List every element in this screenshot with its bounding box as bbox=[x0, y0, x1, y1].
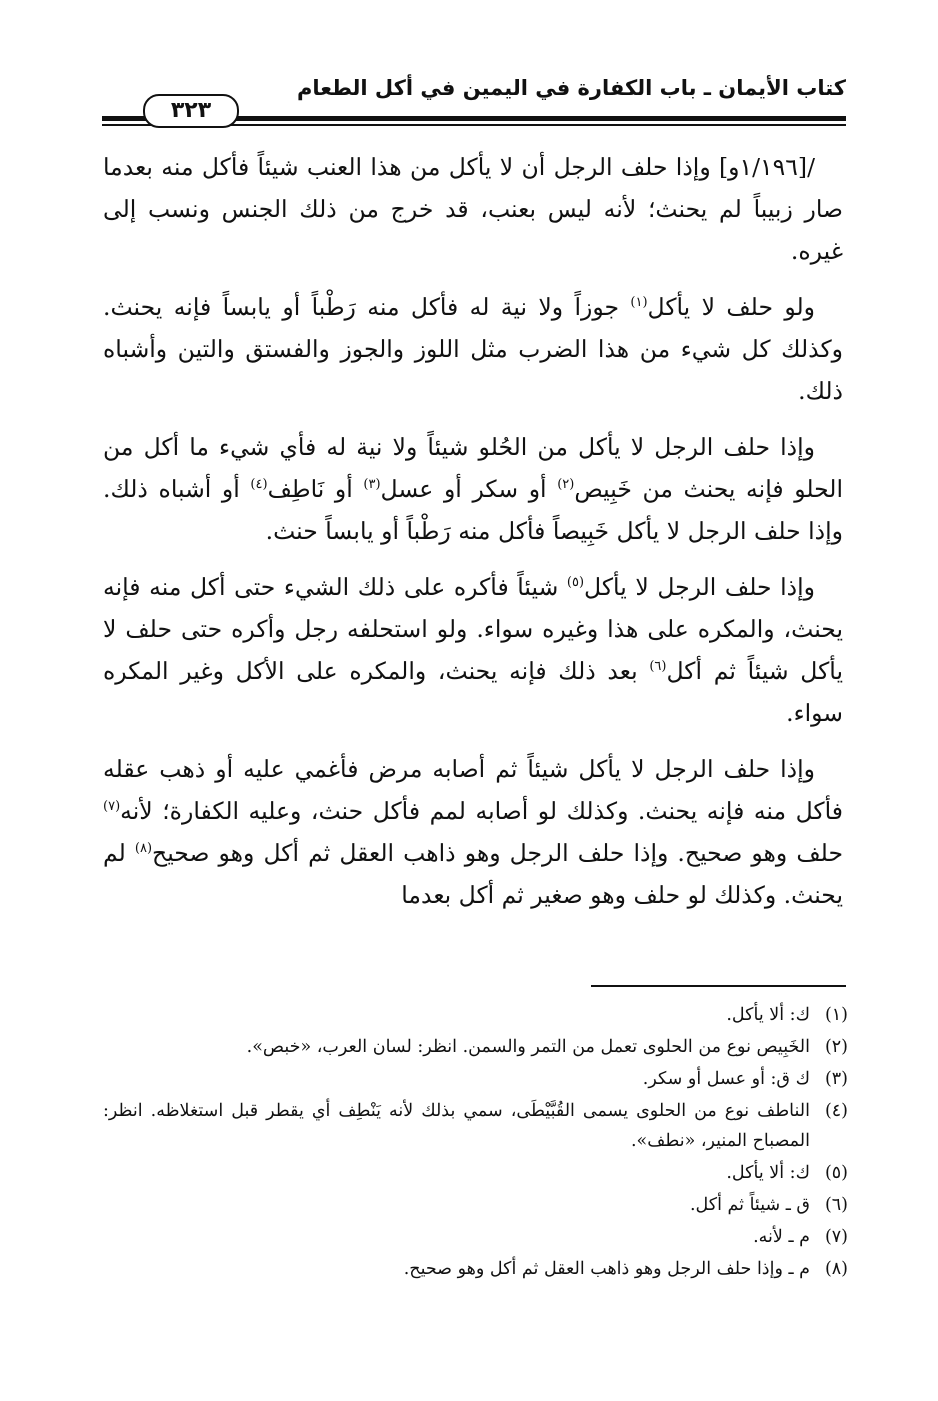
text-run: أو نَاطِف bbox=[267, 475, 364, 503]
footnote-separator bbox=[591, 985, 846, 987]
footnote-text: ق ـ شيئاً ثم أكل. bbox=[689, 1195, 810, 1215]
footnote-ref: (٧) bbox=[103, 799, 121, 815]
text-run: وإذا حلف الرجل لا يأكل من الحُلو شيئاً ولا نية له فأي شيء ما أكل من الحلو فإنه يحنث من خَبِيص bbox=[103, 433, 843, 503]
footnote-text: م ـ وإذا حلف الرجل وهو ذاهب العقل ثم أكل وهو صحيح. bbox=[403, 1259, 810, 1279]
paragraph-5 bbox=[103, 748, 843, 916]
text-run: جوزاً ولا نية له فأكل منه رَطْباً أو يابساً فإنه يحنث. وكذلك كل شيء من هذا الضرب مثل اللوز والجوز والفستق والتين وأشباه ذلك. bbox=[103, 293, 843, 405]
paragraph-3 bbox=[103, 426, 843, 552]
footnote bbox=[103, 1254, 848, 1284]
footnote-number: (٦) bbox=[824, 1195, 848, 1215]
main-text bbox=[103, 146, 843, 930]
footnote-ref: (٣) bbox=[363, 477, 381, 493]
text-run: حلف وهو صحيح. وإذا حلف الرجل وهو ذاهب العقل ثم أكل وهو صحيح bbox=[152, 839, 843, 867]
paragraph-1: /[١/١٩٦و] وإذا حلف الرجل أن لا يأكل من هذا العنب شيئاً فأكل منه بعدما صار زبيباً لم يحنث؛ لأنه ليس بعنب، قد خرج من ذلك الجنس ونسب إلى غيره. bbox=[103, 153, 843, 265]
page-number: ٣٢٣ bbox=[143, 94, 239, 128]
footnote-number: (٤) bbox=[824, 1101, 848, 1121]
footnote bbox=[103, 1222, 848, 1252]
footnotes bbox=[103, 1000, 848, 1286]
footnote bbox=[103, 1032, 848, 1062]
text-run: بعد ذلك فإنه يحنث، والمكره على الأكل وغير المكره سواء. bbox=[103, 657, 843, 727]
footnote-number: (١) bbox=[824, 1005, 848, 1025]
text-run: أو سكر أو عسل bbox=[380, 475, 558, 503]
footnote-number: (٨) bbox=[824, 1259, 848, 1279]
footnote-text: م ـ لأنه. bbox=[753, 1227, 810, 1247]
footnote-number: (٥) bbox=[824, 1163, 848, 1183]
footnote-ref: (٨) bbox=[134, 841, 153, 857]
footnote bbox=[103, 1158, 848, 1188]
text-run: ولو حلف لا يأكل bbox=[647, 293, 815, 321]
text-run: لم يحنث. وكذلك لو حلف وهو صغير ثم أكل بعدما bbox=[103, 839, 843, 909]
text-run: أو أشباه ذلك. وإذا حلف الرجل لا يأكل خَبِيصاً فأكل منه رَطْباً أو يابساً حنث. bbox=[103, 475, 843, 545]
running-title: كتاب الأيمان ـ باب الكفارة في اليمين في أكل الطعام bbox=[296, 76, 846, 100]
text-run: وإذا حلف الرجل لا يأكل bbox=[584, 573, 816, 601]
footnote-number: (٧) bbox=[824, 1227, 848, 1247]
footnote-ref: (٥) bbox=[566, 575, 585, 591]
footnote bbox=[103, 1000, 848, 1030]
footnote-ref: (٦) bbox=[649, 659, 667, 675]
footnote-number: (٣) bbox=[824, 1069, 848, 1089]
footnote-number: (٢) bbox=[824, 1037, 848, 1057]
footnote-text: الخَبِيص نوع من الحلوى تعمل من التمر والسمن. انظر: لسان العرب، «خبص». bbox=[246, 1037, 810, 1057]
footnote-ref: (٤) bbox=[250, 477, 268, 493]
footnote bbox=[103, 1190, 848, 1220]
text-run: وإذا حلف الرجل لا يأكل شيئاً ثم أصابه مرض فأغمي عليه أو ذهب عقله فأكل منه فإنه يحنث. وكذلك لو أصابه لمم فأكل حنث، وعليه الكفارة؛ لأنه bbox=[103, 755, 843, 825]
footnote-text: ك: ألا يأكل. bbox=[726, 1163, 810, 1183]
text-run: شيئاً فأكره على ذلك الشيء حتى أكل منه فإنه يحنث، والمكره على هذا وغيره سواء. ولو استحلفه رجل وأكره حتى حلف لا يأكل شيئاً ثم أكل bbox=[103, 573, 843, 685]
footnote-ref: (١) bbox=[630, 295, 648, 311]
footnote-text: ك ق: أو عسل أو سكر. bbox=[642, 1069, 810, 1089]
footnote bbox=[103, 1064, 848, 1094]
paragraph-4 bbox=[103, 566, 843, 734]
paragraph-2 bbox=[103, 286, 843, 412]
footnote-text: ك: ألا يأكل. bbox=[726, 1005, 810, 1025]
footnote bbox=[103, 1096, 848, 1156]
footnote-ref: (٢) bbox=[557, 477, 575, 493]
footnote-text: الناطف نوع من الحلوى يسمى القُبَّيْطَى، سمي بذلك لأنه يَنْطِف أي يقطر قبل استغلاظه. انظر: المصباح المنير، «نطف». bbox=[103, 1101, 810, 1151]
